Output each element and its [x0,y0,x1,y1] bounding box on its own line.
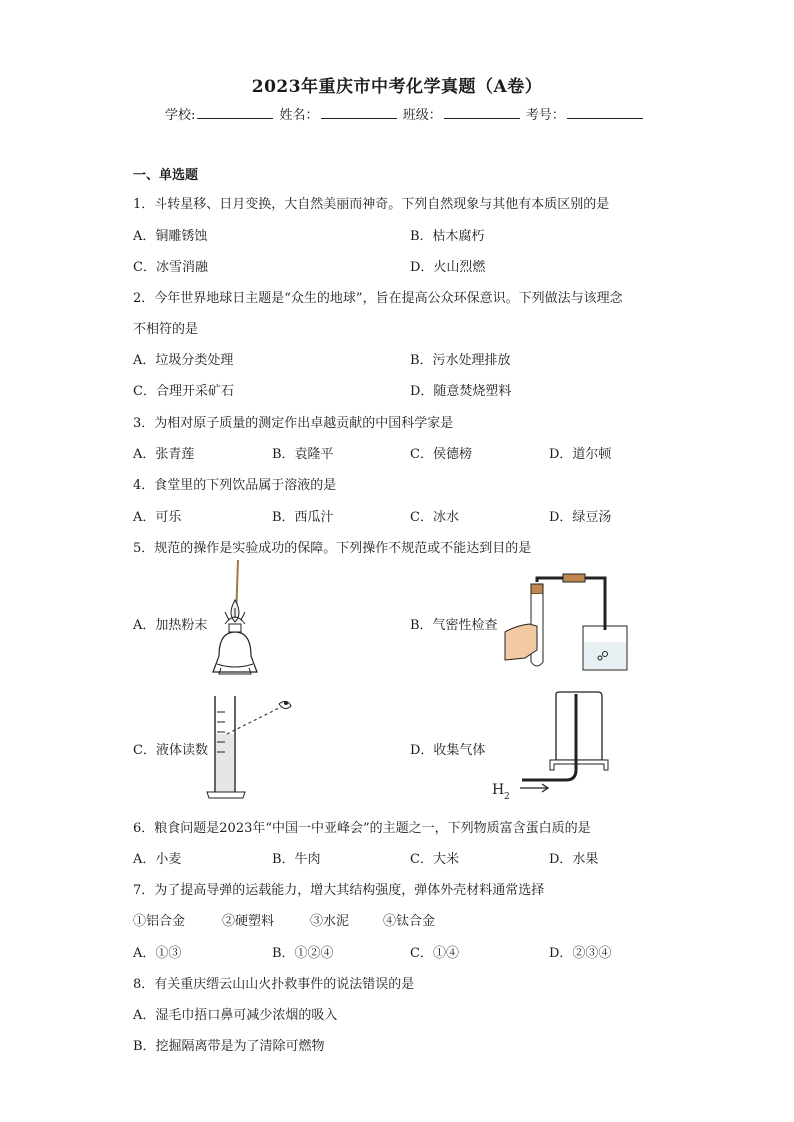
question-2-stem-cont: 不相符的是 [133,322,199,337]
q3-option-d: D．道尔顿 [549,447,612,462]
name-label: 姓名： [279,108,319,123]
question-4-stem: 4．食堂里的下列饮品属于溶液的是 [133,478,337,493]
question-5-stem: 5．规范的操作是实验成功的保障。下列操作不规范或不能达到目的是 [133,541,532,556]
q4-option-d: D．绿豆汤 [549,510,612,525]
q5-option-a: A．加热粉末 [133,618,208,633]
question-2-stem: 2．今年世界地球日主题是“众生的地球”，旨在提高公众环保意识。下列做法与该理念 [133,291,623,306]
q7-material-3: ③水泥 [310,914,350,929]
q1-option-a: A．铜雕锈蚀 [133,229,208,244]
h2-label: H [492,782,505,798]
q7-option-a: A．①③ [133,946,182,961]
q3-option-c: C．侯德榜 [410,447,472,462]
q8-option-b: B．挖掘隔离带是为了清除可燃物 [133,1039,325,1054]
q7-option-b: B．①②④ [272,946,334,961]
page-title: 2023年重庆市中考化学真题（A卷） [251,77,543,97]
q7-material-4: ④钛合金 [383,914,436,929]
question-6-stem: 6．粮食问题是2023年“中国一中亚峰会”的主题之一，下列物质富含蛋白质的是 [133,821,591,836]
q1-option-d: D．火山烈燃 [410,260,486,275]
class-label: 班级： [402,108,442,123]
q8-option-a: A．湿毛巾捂口鼻可减少浓烟的吸入 [133,1008,338,1023]
q3-option-a: A．张青莲 [133,447,195,462]
q1-option-b: B．枯木腐朽 [410,229,485,244]
q7-material-2: ②硬塑料 [222,914,275,929]
question-3-stem: 3．为相对原子质量的测定作出卓越贡献的中国科学家是 [133,416,454,431]
q1-option-c: C．冰雪消融 [133,260,208,275]
exam-no-blank [567,106,643,119]
q6-option-c: C．大米 [410,852,459,867]
q5-option-c: C．液体读数 [133,743,208,758]
question-7-stem: 7．为了提高导弹的运载能力，增大其结构强度，弹体外壳材料通常选择 [133,883,545,898]
question-1-stem: 1．斗转星移、日月变换，大自然美丽而神奇。下列自然现象与其他有本质区别的是 [133,197,610,212]
student-info-row [165,104,645,123]
q2-option-c: C．合理开采矿石 [133,384,234,399]
q6-option-b: B．牛肉 [272,852,321,867]
q6-option-d: D．水果 [549,852,599,867]
q4-option-c: C．冰水 [410,510,459,525]
school-label: 学校: [165,108,196,123]
q2-option-a: A．垃圾分类处理 [133,353,234,368]
gas-collection-figure [490,690,620,806]
exam-no-label: 考号： [525,108,565,123]
q5-option-d: D．收集气体 [410,743,486,758]
q5-option-b: B．气密性检查 [410,618,498,633]
q4-option-b: B．西瓜汁 [272,510,334,525]
q7-option-d: D．②③④ [549,946,612,961]
q6-option-a: A．小麦 [133,852,182,867]
q2-option-b: B．污水处理排放 [410,353,511,368]
alcohol-lamp-figure [205,560,265,686]
cylinder-reading-figure [205,692,305,802]
q2-option-d: D．随意焚烧塑料 [410,384,512,399]
school-blank [197,106,273,119]
q4-option-a: A．可乐 [133,510,182,525]
name-blank [321,106,397,119]
h2-subscript: 2 [504,792,510,802]
q7-option-c: C．①④ [410,946,459,961]
q7-material-1: ①铝合金 [133,914,186,929]
airtightness-check-figure [505,570,635,672]
section-heading: 一、单选题 [133,168,199,183]
class-blank [444,106,520,119]
question-8-stem: 8．有关重庆缙云山山火扑救事件的说法错误的是 [133,977,415,992]
q3-option-b: B．袁隆平 [272,447,334,462]
